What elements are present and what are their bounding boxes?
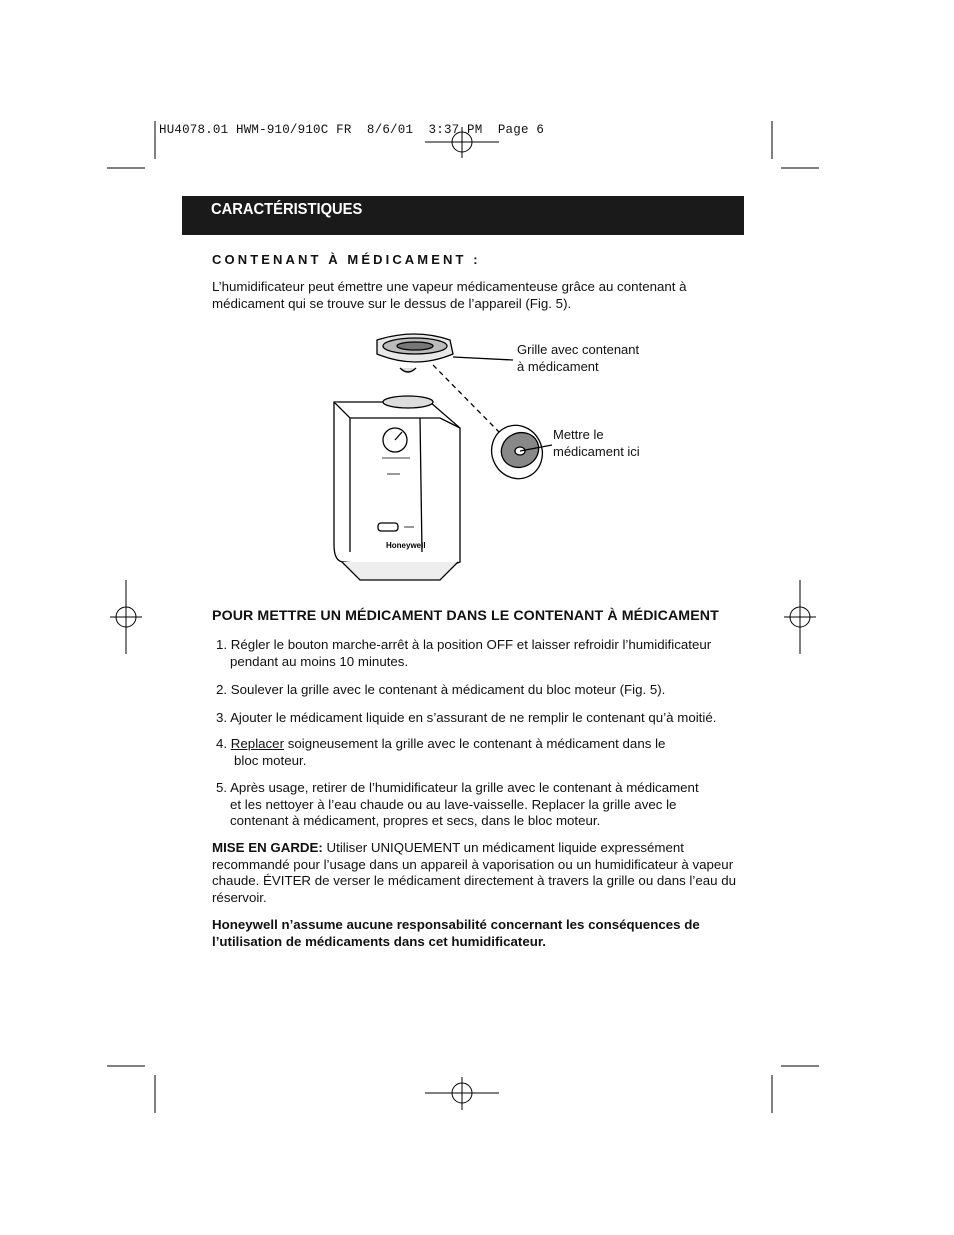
step-3 xyxy=(216,710,736,727)
step-text: soigneusement la grille avec le contenant à médicament dans le xyxy=(284,736,666,751)
step-2 xyxy=(216,682,736,699)
printer-slug: HU4078.01 HWM-910/910C FR 8/6/01 3:37 PM Page 6 xyxy=(159,123,545,137)
section-header-title: CARACTÉRISTIQUES xyxy=(211,201,363,218)
section-title: POUR METTRE UN MÉDICAMENT DANS LE CONTENANT À MÉDICAMENT xyxy=(212,608,719,624)
humidifier-figure xyxy=(320,330,660,595)
step-text: pendant au moins 10 minutes. xyxy=(230,653,409,669)
step-text: bloc moteur. xyxy=(234,752,307,768)
warning-paragraph xyxy=(212,840,747,906)
step-text: et les nettoyer à l’eau chaude ou au lave-vaisselle. Replacer la grille avec le xyxy=(230,796,677,812)
step-text: Régler le bouton marche-arrêt à la position OFF et laisser refroidir l’humidificateur xyxy=(230,637,712,652)
brand-mark: Honeywell xyxy=(386,541,426,550)
responsibility-note: Honeywell n’assume aucune responsabilité concernant les conséquences de l’utilisation de médicaments dans cet humidificateur. xyxy=(212,917,700,949)
label-grille-line1: Grille avec contenant xyxy=(517,342,640,357)
step-number: 3. xyxy=(216,710,228,725)
step-number: 5. xyxy=(216,780,228,795)
label-medicament-line2: médicament ici xyxy=(553,444,640,459)
label-medicament-line1: Mettre le xyxy=(553,427,604,442)
step-4 xyxy=(216,736,736,769)
step-1 xyxy=(216,637,736,670)
step-number: 4. xyxy=(216,736,228,751)
step-underlined-word: Replacer xyxy=(230,736,285,751)
step-number: 1. xyxy=(216,637,228,652)
label-grille-line2: à médicament xyxy=(517,359,599,374)
step-text: Après usage, retirer de l’humidificateur la grille avec le contenant à médicament xyxy=(230,780,699,795)
step-text: contenant à médicament, propres et secs, dans le bloc moteur. xyxy=(230,813,601,828)
warning-label: MISE EN GARDE: xyxy=(212,840,323,855)
step-text: Ajouter le médicament liquide en s’assurant de ne remplir le contenant qu’à moitié. xyxy=(230,710,717,725)
step-text: Soulever la grille avec le contenant à médicament du bloc moteur (Fig. 5). xyxy=(230,682,666,697)
step-number: 2. xyxy=(216,682,228,697)
warning-text: Utiliser UNIQUEMENT un médicament liquide expressément recommandé pour l’usage dans un appareil à vaporisation ou un humidificateur à vapeur chaude. ÉVITER de verser le médicament directement à travers la grille ou dans l’eau du réservoir. xyxy=(212,840,737,905)
subheading: CONTENANT À MÉDICAMENT : xyxy=(212,252,481,267)
step-5 xyxy=(216,780,736,830)
intro-paragraph: L’humidificateur peut émettre une vapeur médicamenteuse grâce au contenant à médicament qui se trouve sur le dessus de l’appareil (Fig. 5). xyxy=(212,279,687,311)
